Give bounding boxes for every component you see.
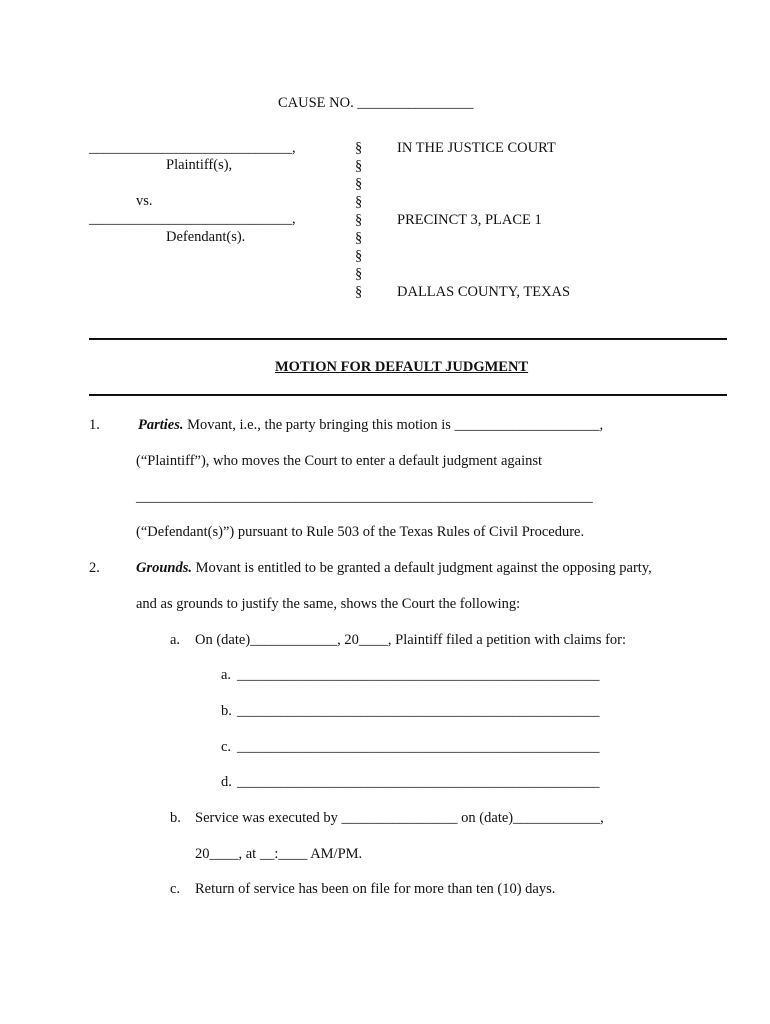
section-symbol: § [355,284,363,300]
item-a-text[interactable]: On (date)____________, 20____, Plaintiff filed a petition with claims for: [195,632,627,648]
section-symbol: § [355,248,363,264]
item-b-marker: b. [170,810,181,826]
title-rule-top [89,338,727,340]
claim-blank[interactable]: __________________________________________________ [237,739,600,755]
section-symbol: § [355,176,363,192]
section-symbol: § [355,194,363,210]
court-name: IN THE JUSTICE COURT [397,140,556,156]
defendant-label: Defendant(s). [166,229,246,245]
item-b-line-2[interactable]: 20____, at __:____ AM/PM. [195,846,363,862]
paragraph-1-text: Movant, i.e., the party bringing this motion is ____________________, [183,417,604,433]
claim-blank[interactable]: __________________________________________________ [237,667,600,683]
plaintiff-blank[interactable]: ____________________________, [89,140,296,156]
section-symbol: § [355,230,363,246]
item-a-marker: a. [170,632,181,648]
item-c-marker: c. [170,881,181,897]
paragraph-2-text: Movant is entitled to be granted a default judgment against the opposing party, [192,560,652,576]
paragraph-2-number: 2. [89,560,100,576]
paragraph-1-number: 1. [89,417,100,433]
document-title: MOTION FOR DEFAULT JUDGMENT [275,359,529,375]
paragraph-1-heading: Parties. [138,417,184,433]
item-b-line-1[interactable]: Service was executed by ________________ on (date)____________, [195,810,604,826]
court-county: DALLAS COUNTY, TEXAS [397,284,571,300]
paragraph-1-line-4: (“Defendant(s)”) pursuant to Rule 503 of the Texas Rules of Civil Procedure. [136,524,585,540]
paragraph-2-heading: Grounds. [136,560,193,576]
defendant-blank[interactable]: ____________________________, [89,211,296,227]
claim-marker: d. [221,774,232,790]
plaintiff-label: Plaintiff(s), [166,157,233,173]
paragraph-1-line-1 [138,416,603,434]
claim-marker: a. [221,667,232,683]
claim-marker: b. [221,703,232,719]
defendant-name-blank[interactable]: _______________________________________________________________ [136,489,593,505]
section-symbol: § [355,158,363,174]
versus-label: vs. [136,193,153,209]
claim-blank[interactable]: __________________________________________________ [237,703,600,719]
paragraph-2-line-1 [136,559,652,577]
section-symbol: § [355,212,363,228]
claim-marker: c. [221,739,232,755]
court-precinct: PRECINCT 3, PLACE 1 [397,212,542,228]
claim-blank[interactable]: __________________________________________________ [237,774,600,790]
paragraph-1-line-2: (“Plaintiff”), who moves the Court to enter a default judgment against [136,453,543,469]
cause-number: CAUSE NO. ________________ [278,95,474,111]
item-c-text: Return of service has been on file for more than ten (10) days. [195,881,556,897]
title-rule-bottom [89,394,727,396]
section-symbol: § [355,266,363,282]
section-symbol: § [355,140,363,156]
paragraph-2-line-2: and as grounds to justify the same, shows the Court the following: [136,596,521,612]
